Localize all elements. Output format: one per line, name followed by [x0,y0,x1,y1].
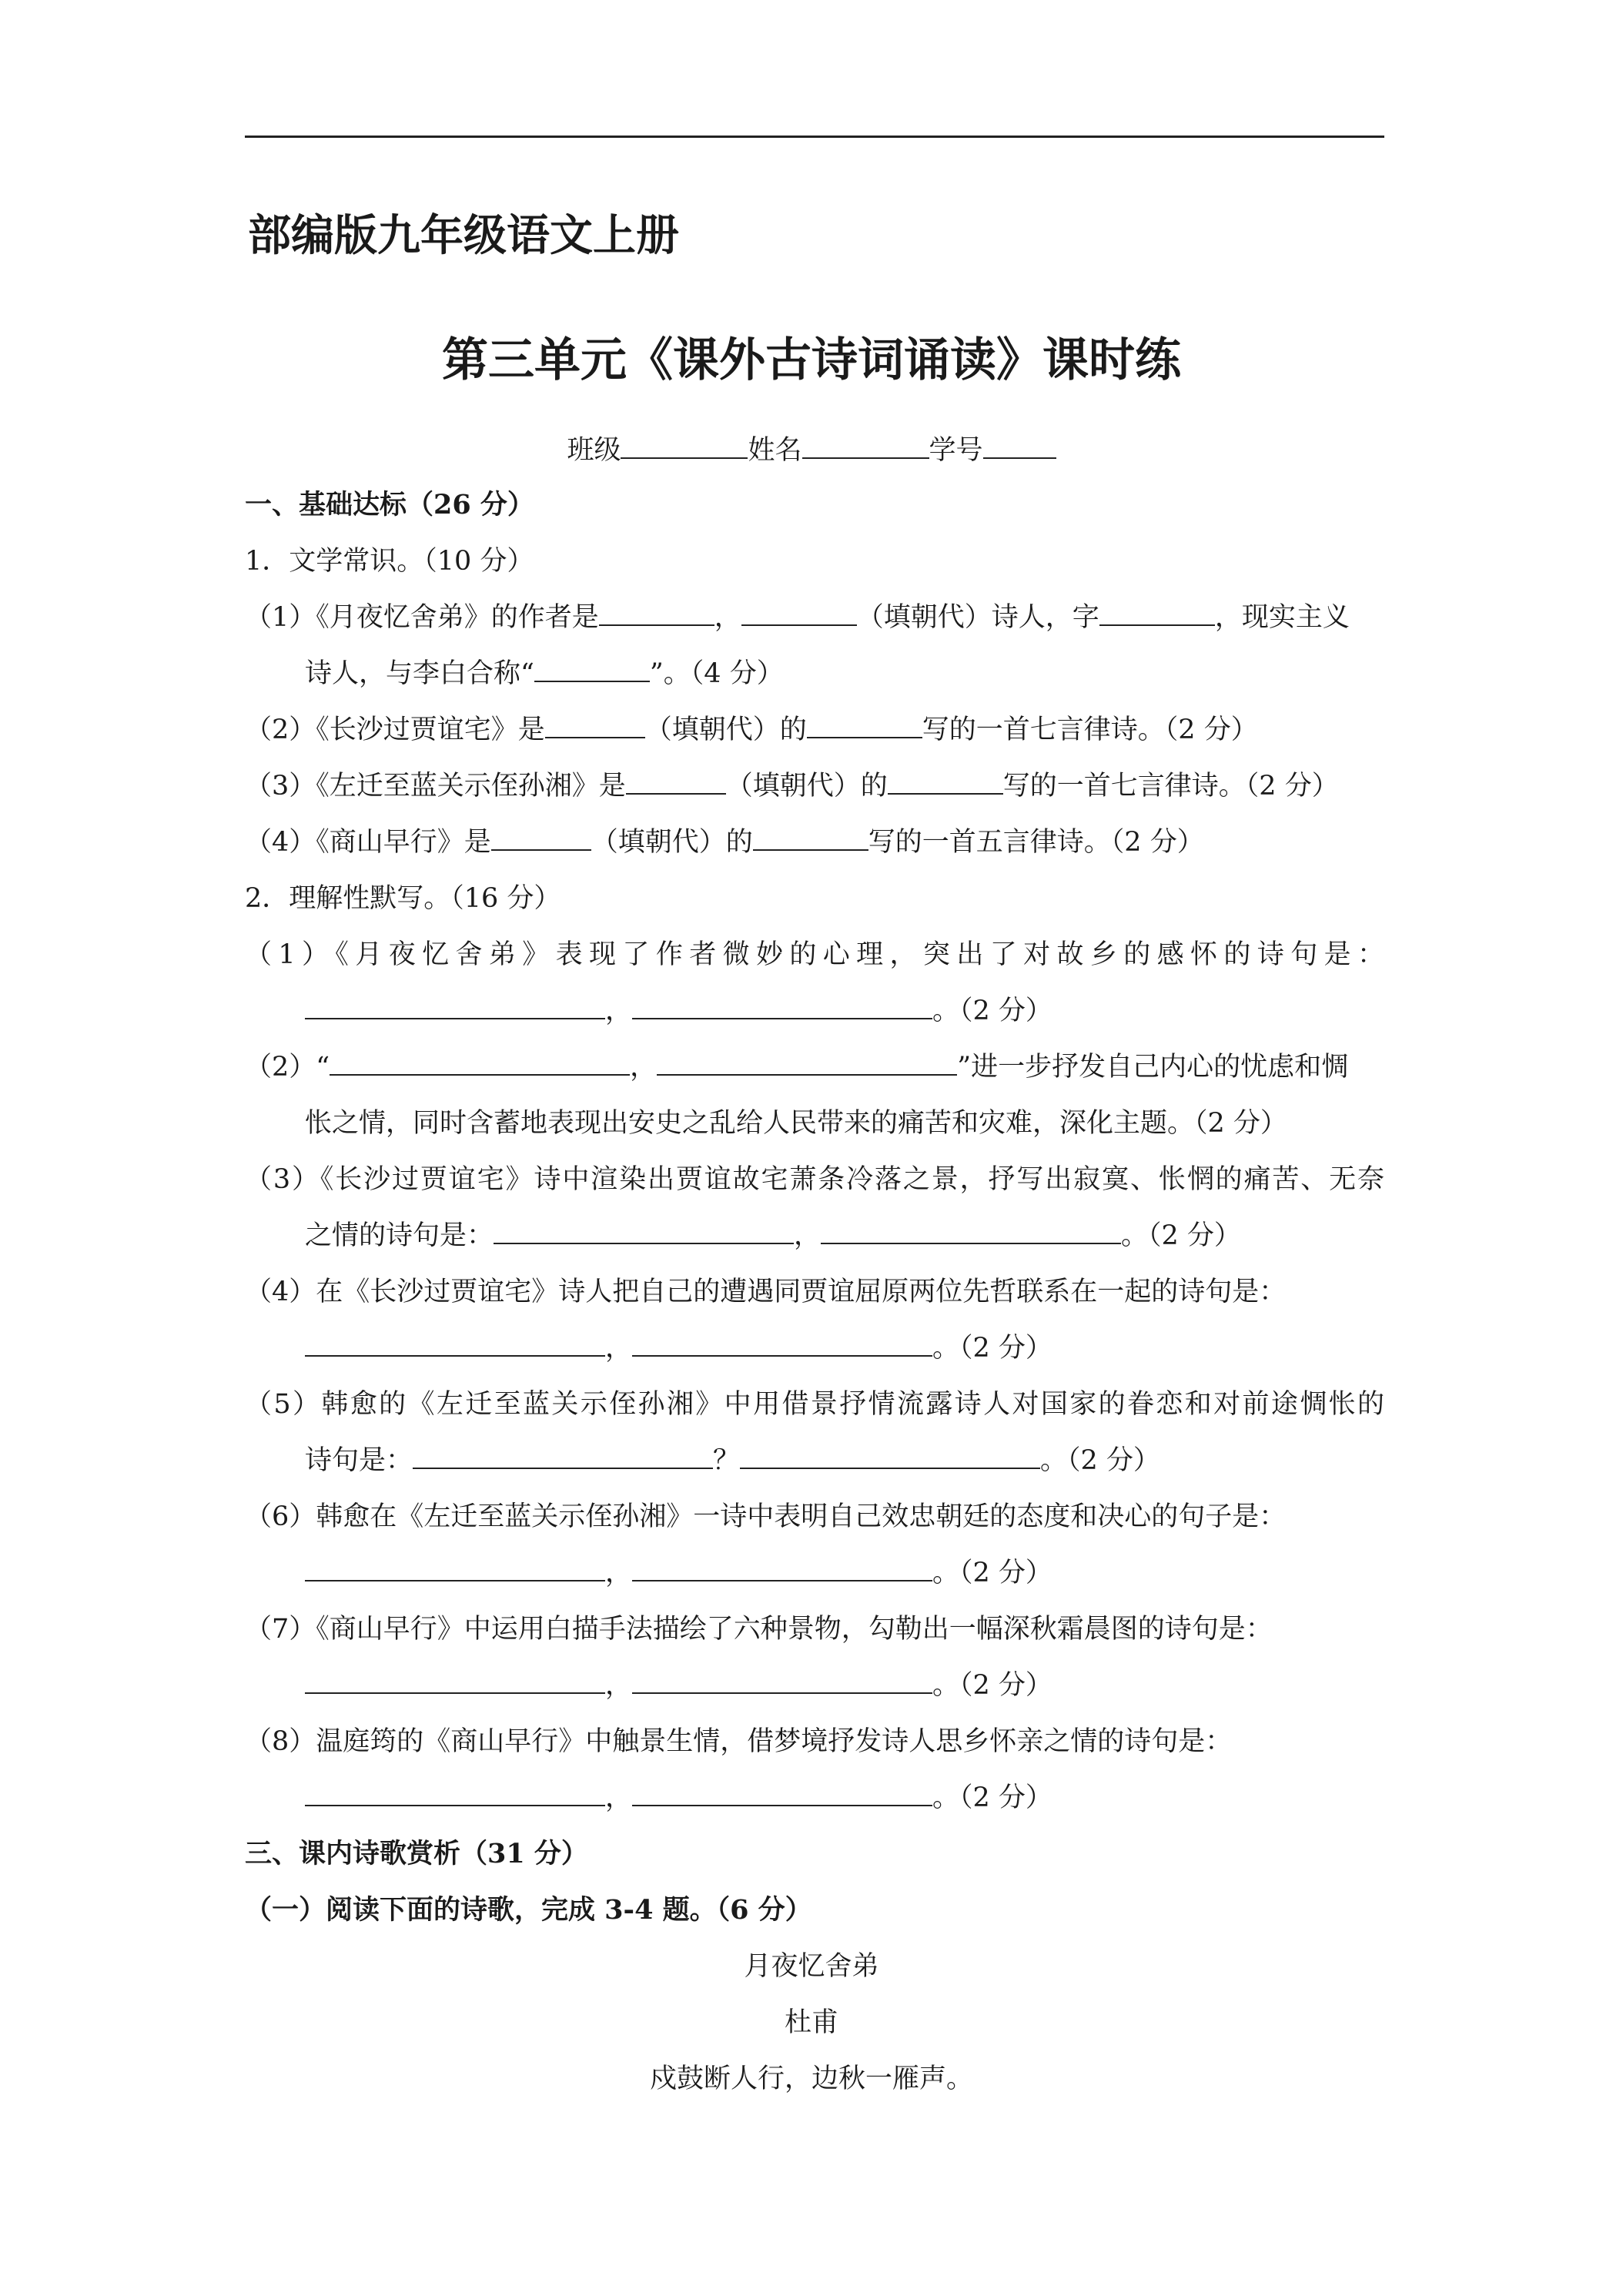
points: 。（2 分） [932,996,1052,1026]
points: 。（2 分） [1121,1220,1241,1251]
q1-item1-line1 [245,598,1350,637]
answer-blank[interactable] [599,601,714,626]
q2-item3-text: 之情的诗句是： [305,1220,494,1251]
q2-item7-answer [305,1666,1052,1705]
q2-item1-answer [305,992,1052,1030]
answer-blank[interactable] [632,1332,932,1357]
poem-title: 月夜忆舍弟 [744,1951,879,1982]
answer-blank[interactable] [657,1051,957,1076]
q1-item2-text: （填朝代）的 [644,715,807,745]
q2-item5-line2 [305,1441,1160,1480]
class-label: 班级 [567,435,621,466]
answer-blank[interactable] [632,1557,932,1581]
poem-author: 杜甫 [784,2007,838,2038]
answer-blank[interactable] [305,1782,605,1806]
q2-item4: （4）在《长沙过贾谊宅》诗人把自己的遭遇同贾谊屈原两位先哲联系在一起的诗句是： [245,1277,1287,1307]
answer-blank[interactable] [807,714,922,738]
q1-item1-text: ，现实主义 [1214,602,1350,633]
id-label: 学号 [929,435,983,466]
q1-item1-text: （填朝代）诗人，字 [856,602,1099,633]
answer-blank[interactable] [305,995,605,1019]
q2-item6-answer [305,1554,1052,1592]
points: 。（2 分） [932,1670,1052,1701]
punct: ， [605,1558,633,1588]
points: 。（2 分） [1040,1445,1160,1476]
q2-item8: （8）温庭筠的《商山早行》中触景生情，借梦境抒发诗人思乡怀亲之情的诗句是： [245,1726,1233,1757]
q2-item1: （1）《月夜忆舍弟》表现了作者微妙的心理，突出了对故乡的感怀的诗句是： [245,939,1384,970]
answer-blank[interactable] [753,826,868,851]
q1-item2 [245,711,1258,749]
answer-blank[interactable] [1099,601,1215,626]
answer-blank[interactable] [632,1782,932,1806]
q1-item4-text: 写的一首五言律诗。（2 分） [868,827,1204,858]
q1-item3 [245,767,1339,805]
class-blank[interactable] [621,434,748,459]
answer-blank[interactable] [632,1669,932,1694]
q2-item8-answer [305,1779,1052,1817]
q2-title: 2．理解性默写。（16 分） [245,883,561,914]
section3-subheading: （一）阅读下面的诗歌，完成 3-4 题。（6 分） [245,1894,812,1926]
top-rule [245,136,1384,138]
q2-item7: （7）《商山早行》中运用白描手法描绘了六种景物，勾勒出一幅深秋霜晨图的诗句是： [245,1614,1273,1645]
answer-blank[interactable] [330,1051,630,1076]
q1-item4-text: （4）《商山早行》是 [245,827,491,858]
q2-item4-answer [305,1329,1052,1367]
q1-item4 [245,823,1204,862]
q1-item1-text: ”。（4 分） [649,658,784,689]
q1-item2-text: （2）《长沙过贾谊宅》是 [245,715,545,745]
answer-blank[interactable] [545,714,645,738]
q1-item1-text: （1）《月夜忆舍弟》的作者是 [245,602,599,633]
q2-item2-line2: 怅之情，同时含蓄地表现出安史之乱给人民带来的痛苦和灾难，深化主题。（2 分） [305,1108,1287,1139]
points: 。（2 分） [932,1333,1052,1364]
book-title: 部编版九年级语文上册 [248,210,679,261]
q2-item3-line2 [305,1217,1241,1255]
punct: ， [714,602,741,633]
q2-item2-line1 [245,1048,1348,1086]
q1-item1-line2 [305,654,784,693]
q1-item3-text: （填朝代）的 [725,771,888,802]
q2-item2-text: ”进一步抒发自己内心的忧虑和惆 [957,1052,1349,1083]
name-blank[interactable] [802,434,929,459]
answer-blank[interactable] [740,1444,1040,1469]
q2-item2-text: （2）“ [245,1052,330,1083]
answer-blank[interactable] [305,1557,605,1581]
answer-blank[interactable] [413,1444,713,1469]
answer-blank[interactable] [491,826,591,851]
q1-item2-text: 写的一首七言律诗。（2 分） [922,715,1258,745]
answer-blank[interactable] [821,1220,1121,1244]
answer-blank[interactable] [888,770,1003,795]
q2-item6: （6）韩愈在《左迁至蓝关示侄孙湘》一诗中表明自己效忠朝廷的态度和决心的句子是： [245,1501,1287,1532]
punct: ， [605,996,633,1026]
q1-item3-text: （3）《左迁至蓝关示侄孙湘》是 [245,771,626,802]
punct: ？ [713,1445,741,1476]
punct: ， [630,1052,658,1083]
answer-blank[interactable] [494,1220,794,1244]
answer-blank[interactable] [632,995,932,1019]
answer-blank[interactable] [626,770,726,795]
name-label: 姓名 [748,435,802,466]
q1-item3-text: 写的一首七言律诗。（2 分） [1002,771,1339,802]
q1-item1-text: 诗人，与李白合称“ [305,658,534,689]
section1-heading: 一、基础达标（26 分） [245,489,534,520]
answer-blank[interactable] [534,658,650,682]
q2-item3-line1: （3）《长沙过贾谊宅》诗中渲染出贾谊故宅萧条冷落之景，抒写出寂寞、怅惘的痛苦、无奈 [245,1164,1384,1195]
poem-line: 戍鼓断人行，边秋一雁声。 [649,2063,973,2094]
q1-title: 1．文学常识。（10 分） [245,546,534,577]
student-info-line [0,431,1623,470]
answer-blank[interactable] [741,601,857,626]
section3-heading: 三、课内诗歌赏析（31 分） [245,1838,588,1869]
punct: ， [605,1333,633,1364]
points: 。（2 分） [932,1558,1052,1588]
points: 。（2 分） [932,1782,1052,1813]
punct: ， [794,1220,822,1251]
id-blank[interactable] [983,434,1056,459]
answer-blank[interactable] [305,1332,605,1357]
q1-item4-text: （填朝代）的 [591,827,753,858]
page-title: 第三单元《课外古诗词诵读》课时练 [442,333,1181,387]
punct: ， [605,1782,633,1813]
q2-item5-text: 诗句是： [305,1445,413,1476]
answer-blank[interactable] [305,1669,605,1694]
q2-item5-line1: （5）韩愈的《左迁至蓝关示侄孙湘》中用借景抒情流露诗人对国家的眷恋和对前途惆怅的 [245,1389,1384,1420]
punct: ， [605,1670,633,1701]
